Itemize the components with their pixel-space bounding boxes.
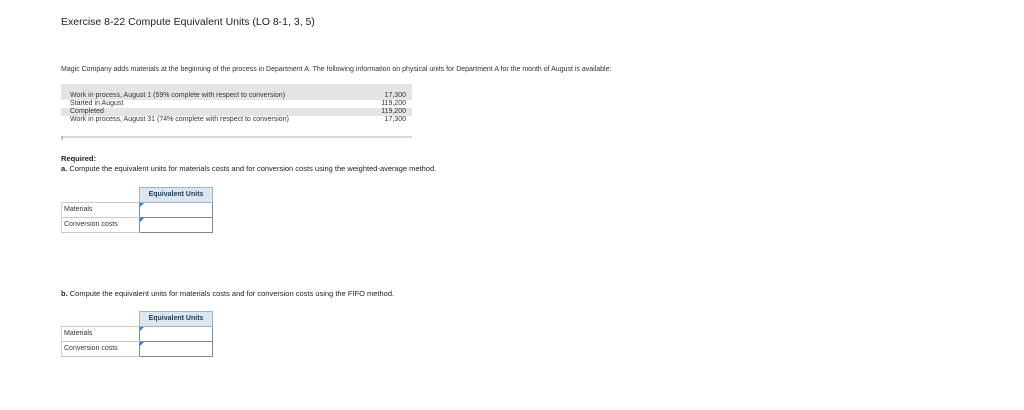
row-value: 17,300: [360, 116, 412, 124]
row-label: Started in August: [61, 100, 360, 108]
input-cell: [140, 217, 213, 232]
required-heading: Required:: [61, 154, 97, 163]
column-header: Equivalent Units: [140, 312, 213, 327]
input-cell: [140, 326, 213, 341]
part-a-text: Compute the equivalent units for materials costs and for conversion costs using the weighted-average method.: [69, 164, 437, 173]
table-row: [61, 116, 412, 124]
part-b-letter: b.: [61, 289, 68, 298]
row-label: Work in process, August 31 (74% complete with respect to conversion): [61, 116, 360, 124]
row-label: Conversion costs: [62, 217, 140, 232]
row-label: Work in process, August 1 (59% complete with respect to conversion): [61, 84, 360, 100]
equivalent-units-table-a: [61, 187, 213, 233]
part-b-text: Compute the equivalent units for materials costs and for conversion costs using the FIFO method.: [69, 289, 395, 298]
table-header-row: [62, 188, 213, 203]
table-divider-edge: [61, 136, 63, 140]
table-row: [62, 202, 213, 217]
input-marker-icon: [140, 203, 144, 207]
table-row: [61, 84, 412, 100]
row-label: Materials: [62, 326, 140, 341]
input-marker-icon: [140, 342, 144, 346]
input-marker-icon: [140, 218, 144, 222]
table-row: [62, 217, 213, 232]
row-label: Completed: [61, 108, 360, 116]
row-value: 119,200: [360, 100, 412, 108]
table-row: [62, 326, 213, 341]
row-label: Materials: [62, 202, 140, 217]
table-divider: [61, 136, 412, 138]
table-row: [62, 341, 213, 356]
materials-equivalent-units-input-a[interactable]: [140, 203, 210, 216]
part-a-instruction: [61, 164, 436, 173]
materials-equivalent-units-input-b[interactable]: [140, 327, 210, 340]
table-header-row: [62, 312, 213, 327]
table-row: [61, 108, 412, 116]
input-cell: [140, 202, 213, 217]
row-label: Conversion costs: [62, 341, 140, 356]
input-marker-icon: [140, 327, 144, 331]
part-b-instruction: [61, 289, 394, 298]
conversion-equivalent-units-input-b[interactable]: [140, 342, 210, 355]
column-header: Equivalent Units: [140, 188, 213, 203]
problem-intro: Magic Company adds materials at the beginning of the process in Department A. The following information on physical units for Department A for the month of August is available:: [61, 66, 612, 73]
input-cell: [140, 341, 213, 356]
row-value: 17,300: [360, 84, 412, 100]
physical-units-table: [61, 84, 412, 124]
conversion-equivalent-units-input-a[interactable]: [140, 218, 210, 231]
row-value: 119,200: [360, 108, 412, 116]
part-a-letter: a.: [61, 164, 68, 173]
table-row: [61, 100, 412, 108]
equivalent-units-table-b: [61, 311, 213, 357]
page-title: Exercise 8-22 Compute Equivalent Units (LO 8-1, 3, 5): [61, 16, 315, 28]
